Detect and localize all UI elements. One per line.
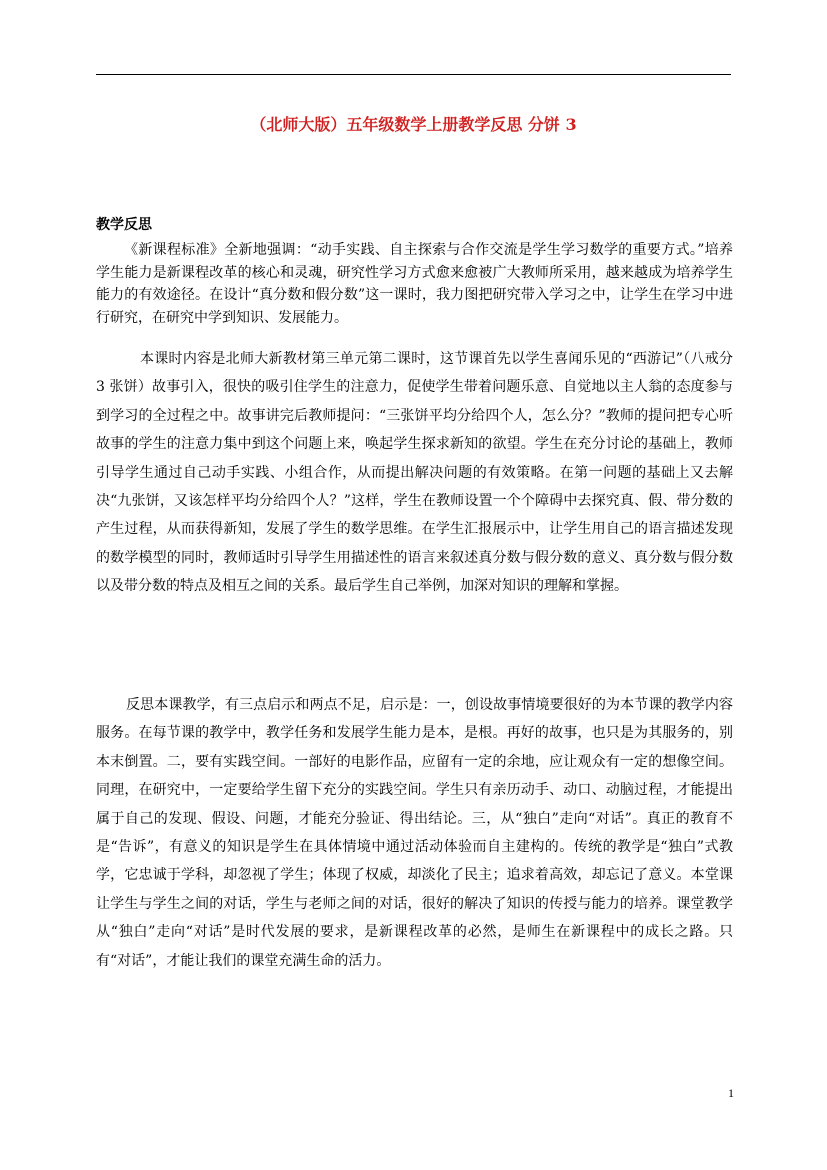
- section-heading: 教学反思: [96, 217, 152, 233]
- paragraph-curriculum-standard: 《新课程标准》全新地强调：“动手实践、自主探索与合作交流是学生学习数学的重要方式。”培养学生能力是新课程改革的核心和灵魂，研究性学习方式愈来愈被广大教师所采用，越来越成为培养学生能力的有效途径。在设计“真分数和假分数”这一课时，我力图把研究带入学习之中，让学生在学习中进行研究，在研究中学到知识、发展能力。: [96, 242, 733, 326]
- paragraph-reflection: 反思本课教学，有三点启示和两点不足，启示是：一，创设故事情境要很好的为本节课的教学内容服务。在每节课的教学中，教学任务和发展学生能力是本，是根。再好的故事，也只是为其服务的，别本末倒置。二，要有实践空间。一部好的电影作品，应留有一定的余地，应让观众有一定的想像空间。同理，在研究中，一定要给学生留下充分的实践空间。学生只有亲历动手、动口、动脑过程，才能提出属于自己的发现、假设、问题，才能充分验证、得出结论。三，从“独白”走向“对话”。真正的教育不是“告诉”，有意义的知识是学生在具体情境中通过活动体验而自主建构的。传统的教学是“独白”式教学，它忠诚于学科，却忽视了学生；体现了权威，却淡化了民主；追求着高效，却忘记了意义。本堂课让学生与学生之间的对话，学生与老师之间的对话，很好的解决了知识的传授与能力的培养。课堂教学从“独白”走向“对话”是时代发展的要求，是新课程改革的必然，是师生在新课程中的成长之路。只有“对话”，才能让我们的课堂充满生命的活力。: [96, 697, 733, 969]
- paragraph-lesson-content: 本课时内容是北师大新教材第三单元第二课时，这节课首先以学生喜闻乐见的“西游记”（八戒分 3 张饼）故事引入，很快的吸引住学生的注意力，促使学生带着问题乐意、自觉地以主人翁的态度参与到学习的全过程之中。故事讲完后教师提问：“三张饼平均分给四个人，怎么分？”教师的提问把专心听故事的学生的注意力集中到这个问题上来，唤起学生探求新知的欲望。学生在充分讨论的基础上，教师引导学生通过自己动手实践、小组合作，从而提出解决问题的有效策略。在第一问题的基础上又去解决“九张饼，又该怎样平均分给四个人？”这样，学生在教师设置一个个障碍中去探究真、假、带分数的产生过程，从而获得新知，发展了学生的数学思维。在学生汇报展示中，让学生用自己的语言描述发现的数学模型的同时，教师适时引导学生用描述性的语言来叙述真分数与假分数的意义、真分数与假分数以及带分数的特点及相互之间的关系。最后学生自己举例，加深对知识的理解和掌握。: [96, 351, 733, 595]
- header-rule: [96, 74, 731, 75]
- document-title: （北师大版）五年级数学上册教学反思 分饼 3: [250, 115, 577, 134]
- page-number: 1: [728, 1086, 734, 1100]
